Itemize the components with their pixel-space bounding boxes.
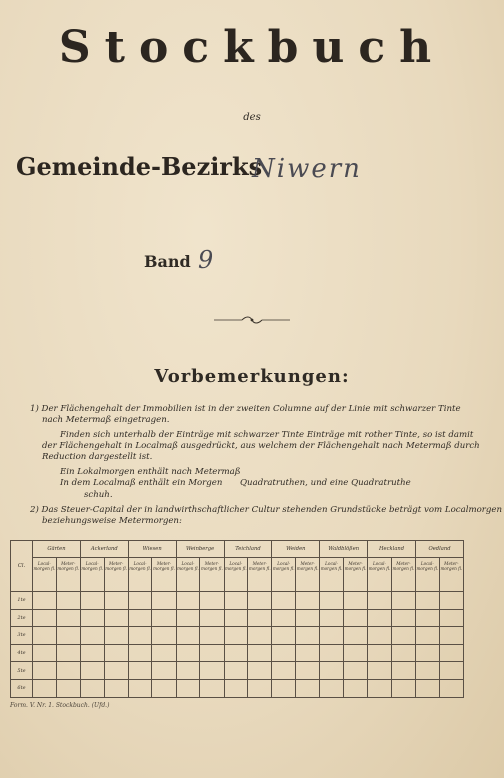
empty-cell bbox=[272, 644, 296, 662]
empty-cell bbox=[152, 627, 176, 645]
empty-cell bbox=[104, 627, 128, 645]
empty-cell bbox=[320, 627, 344, 645]
para1-line3: Finden sich unterhalb der Einträge mit schwarzer Tinte Einträge mit rother Tinte, so ist damit bbox=[60, 430, 474, 440]
group-header: Waldblößen bbox=[320, 541, 368, 558]
empty-cell bbox=[320, 592, 344, 610]
group-header: Heckland bbox=[368, 541, 416, 558]
empty-cell bbox=[80, 662, 104, 680]
empty-cell bbox=[368, 644, 392, 662]
empty-cell bbox=[176, 662, 200, 680]
empty-cell bbox=[368, 679, 392, 697]
empty-cell bbox=[439, 644, 463, 662]
empty-cell bbox=[200, 662, 224, 680]
empty-cell bbox=[80, 592, 104, 610]
empty-cell bbox=[56, 644, 80, 662]
para1-line8: Quadratruthen, und eine Quadratruthe bbox=[240, 478, 411, 488]
empty-cell bbox=[272, 592, 296, 610]
empty-cell bbox=[104, 644, 128, 662]
empty-cell bbox=[80, 609, 104, 627]
table-row bbox=[11, 592, 464, 610]
empty-cell bbox=[33, 627, 57, 645]
empty-cell bbox=[391, 679, 415, 697]
para1-line6: Ein Lokalmorgen enthält nach Metermaß bbox=[60, 467, 241, 477]
empty-cell bbox=[296, 662, 320, 680]
group-header: Oedland bbox=[416, 541, 464, 558]
empty-cell bbox=[200, 609, 224, 627]
empty-cell bbox=[152, 662, 176, 680]
empty-cell bbox=[272, 662, 296, 680]
empty-cell bbox=[152, 644, 176, 662]
sub-header-metermorgen: Meter-morgen fl. bbox=[296, 558, 320, 592]
empty-cell bbox=[296, 627, 320, 645]
form-footer: Form. V. Nr. 1. Stockbuch. (Ufd.) bbox=[10, 702, 110, 709]
sub-header-metermorgen: Meter-morgen fl. bbox=[439, 558, 463, 592]
empty-cell bbox=[416, 592, 440, 610]
empty-cell bbox=[296, 679, 320, 697]
empty-cell bbox=[320, 662, 344, 680]
table-row bbox=[11, 662, 464, 680]
para1-line5: Reduction dargestellt ist. bbox=[42, 452, 153, 462]
para2-line2: beziehungsweise Metermorgen: bbox=[42, 516, 182, 526]
empty-cell bbox=[104, 592, 128, 610]
empty-cell bbox=[343, 679, 367, 697]
class-cell: 2te bbox=[11, 609, 33, 627]
empty-cell bbox=[80, 627, 104, 645]
empty-cell bbox=[128, 627, 152, 645]
gemeinde-name-handwritten: Niwern bbox=[252, 154, 362, 184]
empty-cell bbox=[56, 592, 80, 610]
empty-cell bbox=[224, 662, 248, 680]
empty-cell bbox=[200, 592, 224, 610]
empty-cell bbox=[128, 592, 152, 610]
para1-line4: der Flächengehalt in Localmaß ausgedrückt, aus welchem der Flächengehalt nach Metermaß durch bbox=[42, 441, 480, 451]
empty-cell bbox=[56, 627, 80, 645]
empty-cell bbox=[439, 679, 463, 697]
sub-header-localmorgen: Local-morgen fl. bbox=[320, 558, 344, 592]
empty-cell bbox=[248, 609, 272, 627]
empty-cell bbox=[320, 679, 344, 697]
empty-cell bbox=[128, 609, 152, 627]
sub-header-localmorgen: Local-morgen fl. bbox=[128, 558, 152, 592]
sub-header-metermorgen: Meter-morgen fl. bbox=[200, 558, 224, 592]
empty-cell bbox=[416, 679, 440, 697]
empty-cell bbox=[200, 644, 224, 662]
empty-cell bbox=[439, 609, 463, 627]
para2-line1: 2) Das Steuer-Capital der in landwirthschaftlicher Cultur stehenden Grundstücke beträgt vom Localmorgen bbox=[30, 505, 503, 515]
empty-cell bbox=[272, 627, 296, 645]
sub-header-localmorgen: Local-morgen fl. bbox=[176, 558, 200, 592]
empty-cell bbox=[248, 592, 272, 610]
empty-cell bbox=[176, 644, 200, 662]
ornament-divider-icon bbox=[214, 315, 290, 325]
empty-cell bbox=[104, 609, 128, 627]
empty-cell bbox=[296, 644, 320, 662]
sub-header-metermorgen: Meter-morgen fl. bbox=[56, 558, 80, 592]
des-label: des bbox=[243, 112, 261, 123]
sub-header-localmorgen: Local-morgen fl. bbox=[272, 558, 296, 592]
sub-header-metermorgen: Meter-morgen fl. bbox=[391, 558, 415, 592]
para1-line2: nach Metermaß eingetragen. bbox=[42, 415, 170, 425]
vorbemerkungen-heading: Vorbemerkungen: bbox=[154, 366, 350, 387]
empty-cell bbox=[33, 609, 57, 627]
empty-cell bbox=[128, 644, 152, 662]
group-header: Gärten bbox=[33, 541, 81, 558]
band-number-handwritten: 9 bbox=[198, 246, 214, 274]
empty-cell bbox=[272, 609, 296, 627]
table-row bbox=[11, 644, 464, 662]
table-sub-header-row bbox=[11, 558, 464, 592]
empty-cell bbox=[343, 644, 367, 662]
table-row bbox=[11, 609, 464, 627]
empty-cell bbox=[439, 592, 463, 610]
table-row bbox=[11, 627, 464, 645]
empty-cell bbox=[296, 592, 320, 610]
empty-cell bbox=[391, 627, 415, 645]
empty-cell bbox=[56, 662, 80, 680]
empty-cell bbox=[56, 679, 80, 697]
empty-cell bbox=[152, 609, 176, 627]
empty-cell bbox=[33, 592, 57, 610]
empty-cell bbox=[368, 627, 392, 645]
sub-header-localmorgen: Local-morgen fl. bbox=[33, 558, 57, 592]
empty-cell bbox=[248, 644, 272, 662]
empty-cell bbox=[128, 679, 152, 697]
group-header: Weiden bbox=[272, 541, 320, 558]
empty-cell bbox=[272, 679, 296, 697]
empty-cell bbox=[176, 592, 200, 610]
empty-cell bbox=[176, 679, 200, 697]
empty-cell bbox=[224, 627, 248, 645]
empty-cell bbox=[320, 609, 344, 627]
empty-cell bbox=[176, 627, 200, 645]
empty-cell bbox=[224, 592, 248, 610]
empty-cell bbox=[343, 627, 367, 645]
empty-cell bbox=[56, 609, 80, 627]
empty-cell bbox=[152, 592, 176, 610]
para1-line7: In dem Localmaß enthält ein Morgen bbox=[60, 478, 223, 488]
empty-cell bbox=[320, 644, 344, 662]
empty-cell bbox=[33, 679, 57, 697]
empty-cell bbox=[439, 662, 463, 680]
class-header: Cl. bbox=[11, 541, 33, 592]
empty-cell bbox=[200, 679, 224, 697]
empty-cell bbox=[368, 609, 392, 627]
sub-header-metermorgen: Meter-morgen fl. bbox=[152, 558, 176, 592]
para1-line9: schuh. bbox=[84, 490, 113, 500]
sub-header-localmorgen: Local-morgen fl. bbox=[224, 558, 248, 592]
class-cell: 4te bbox=[11, 644, 33, 662]
band-label: Band bbox=[144, 252, 191, 271]
group-header: Weinberge bbox=[176, 541, 224, 558]
class-cell: 5te bbox=[11, 662, 33, 680]
empty-cell bbox=[224, 609, 248, 627]
empty-cell bbox=[33, 662, 57, 680]
steuer-capital-table bbox=[10, 540, 464, 698]
empty-cell bbox=[416, 662, 440, 680]
empty-cell bbox=[224, 644, 248, 662]
empty-cell bbox=[248, 662, 272, 680]
sub-header-localmorgen: Local-morgen fl. bbox=[368, 558, 392, 592]
empty-cell bbox=[176, 609, 200, 627]
empty-cell bbox=[368, 662, 392, 680]
sub-header-metermorgen: Meter-morgen fl. bbox=[104, 558, 128, 592]
para1-line1: 1) Der Flächengehalt der Immobilien ist in der zweiten Columne auf der Linie mit schwarzer Tinte bbox=[30, 404, 461, 414]
empty-cell bbox=[343, 609, 367, 627]
empty-cell bbox=[248, 679, 272, 697]
class-cell: 3te bbox=[11, 627, 33, 645]
group-header: Teichland bbox=[224, 541, 272, 558]
empty-cell bbox=[416, 627, 440, 645]
empty-cell bbox=[296, 609, 320, 627]
empty-cell bbox=[391, 644, 415, 662]
empty-cell bbox=[343, 592, 367, 610]
empty-cell bbox=[200, 627, 224, 645]
empty-cell bbox=[104, 679, 128, 697]
empty-cell bbox=[391, 592, 415, 610]
sub-header-localmorgen: Local-morgen fl. bbox=[80, 558, 104, 592]
empty-cell bbox=[80, 644, 104, 662]
sub-header-localmorgen: Local-morgen fl. bbox=[416, 558, 440, 592]
empty-cell bbox=[416, 644, 440, 662]
empty-cell bbox=[33, 644, 57, 662]
empty-cell bbox=[391, 609, 415, 627]
empty-cell bbox=[391, 662, 415, 680]
class-cell: 1te bbox=[11, 592, 33, 610]
class-cell: 6te bbox=[11, 679, 33, 697]
gemeinde-label: Gemeinde-Bezirks bbox=[16, 152, 263, 181]
empty-cell bbox=[80, 679, 104, 697]
table-row bbox=[11, 679, 464, 697]
document-title: Stockbuch bbox=[58, 22, 446, 73]
sub-header-metermorgen: Meter-morgen fl. bbox=[343, 558, 367, 592]
empty-cell bbox=[343, 662, 367, 680]
sub-header-metermorgen: Meter-morgen fl. bbox=[248, 558, 272, 592]
empty-cell bbox=[152, 679, 176, 697]
empty-cell bbox=[104, 662, 128, 680]
empty-cell bbox=[224, 679, 248, 697]
empty-cell bbox=[248, 627, 272, 645]
empty-cell bbox=[128, 662, 152, 680]
empty-cell bbox=[368, 592, 392, 610]
table-group-header-row bbox=[11, 541, 464, 558]
group-header: Wiesen bbox=[128, 541, 176, 558]
empty-cell bbox=[439, 627, 463, 645]
group-header: Ackerland bbox=[80, 541, 128, 558]
empty-cell bbox=[416, 609, 440, 627]
